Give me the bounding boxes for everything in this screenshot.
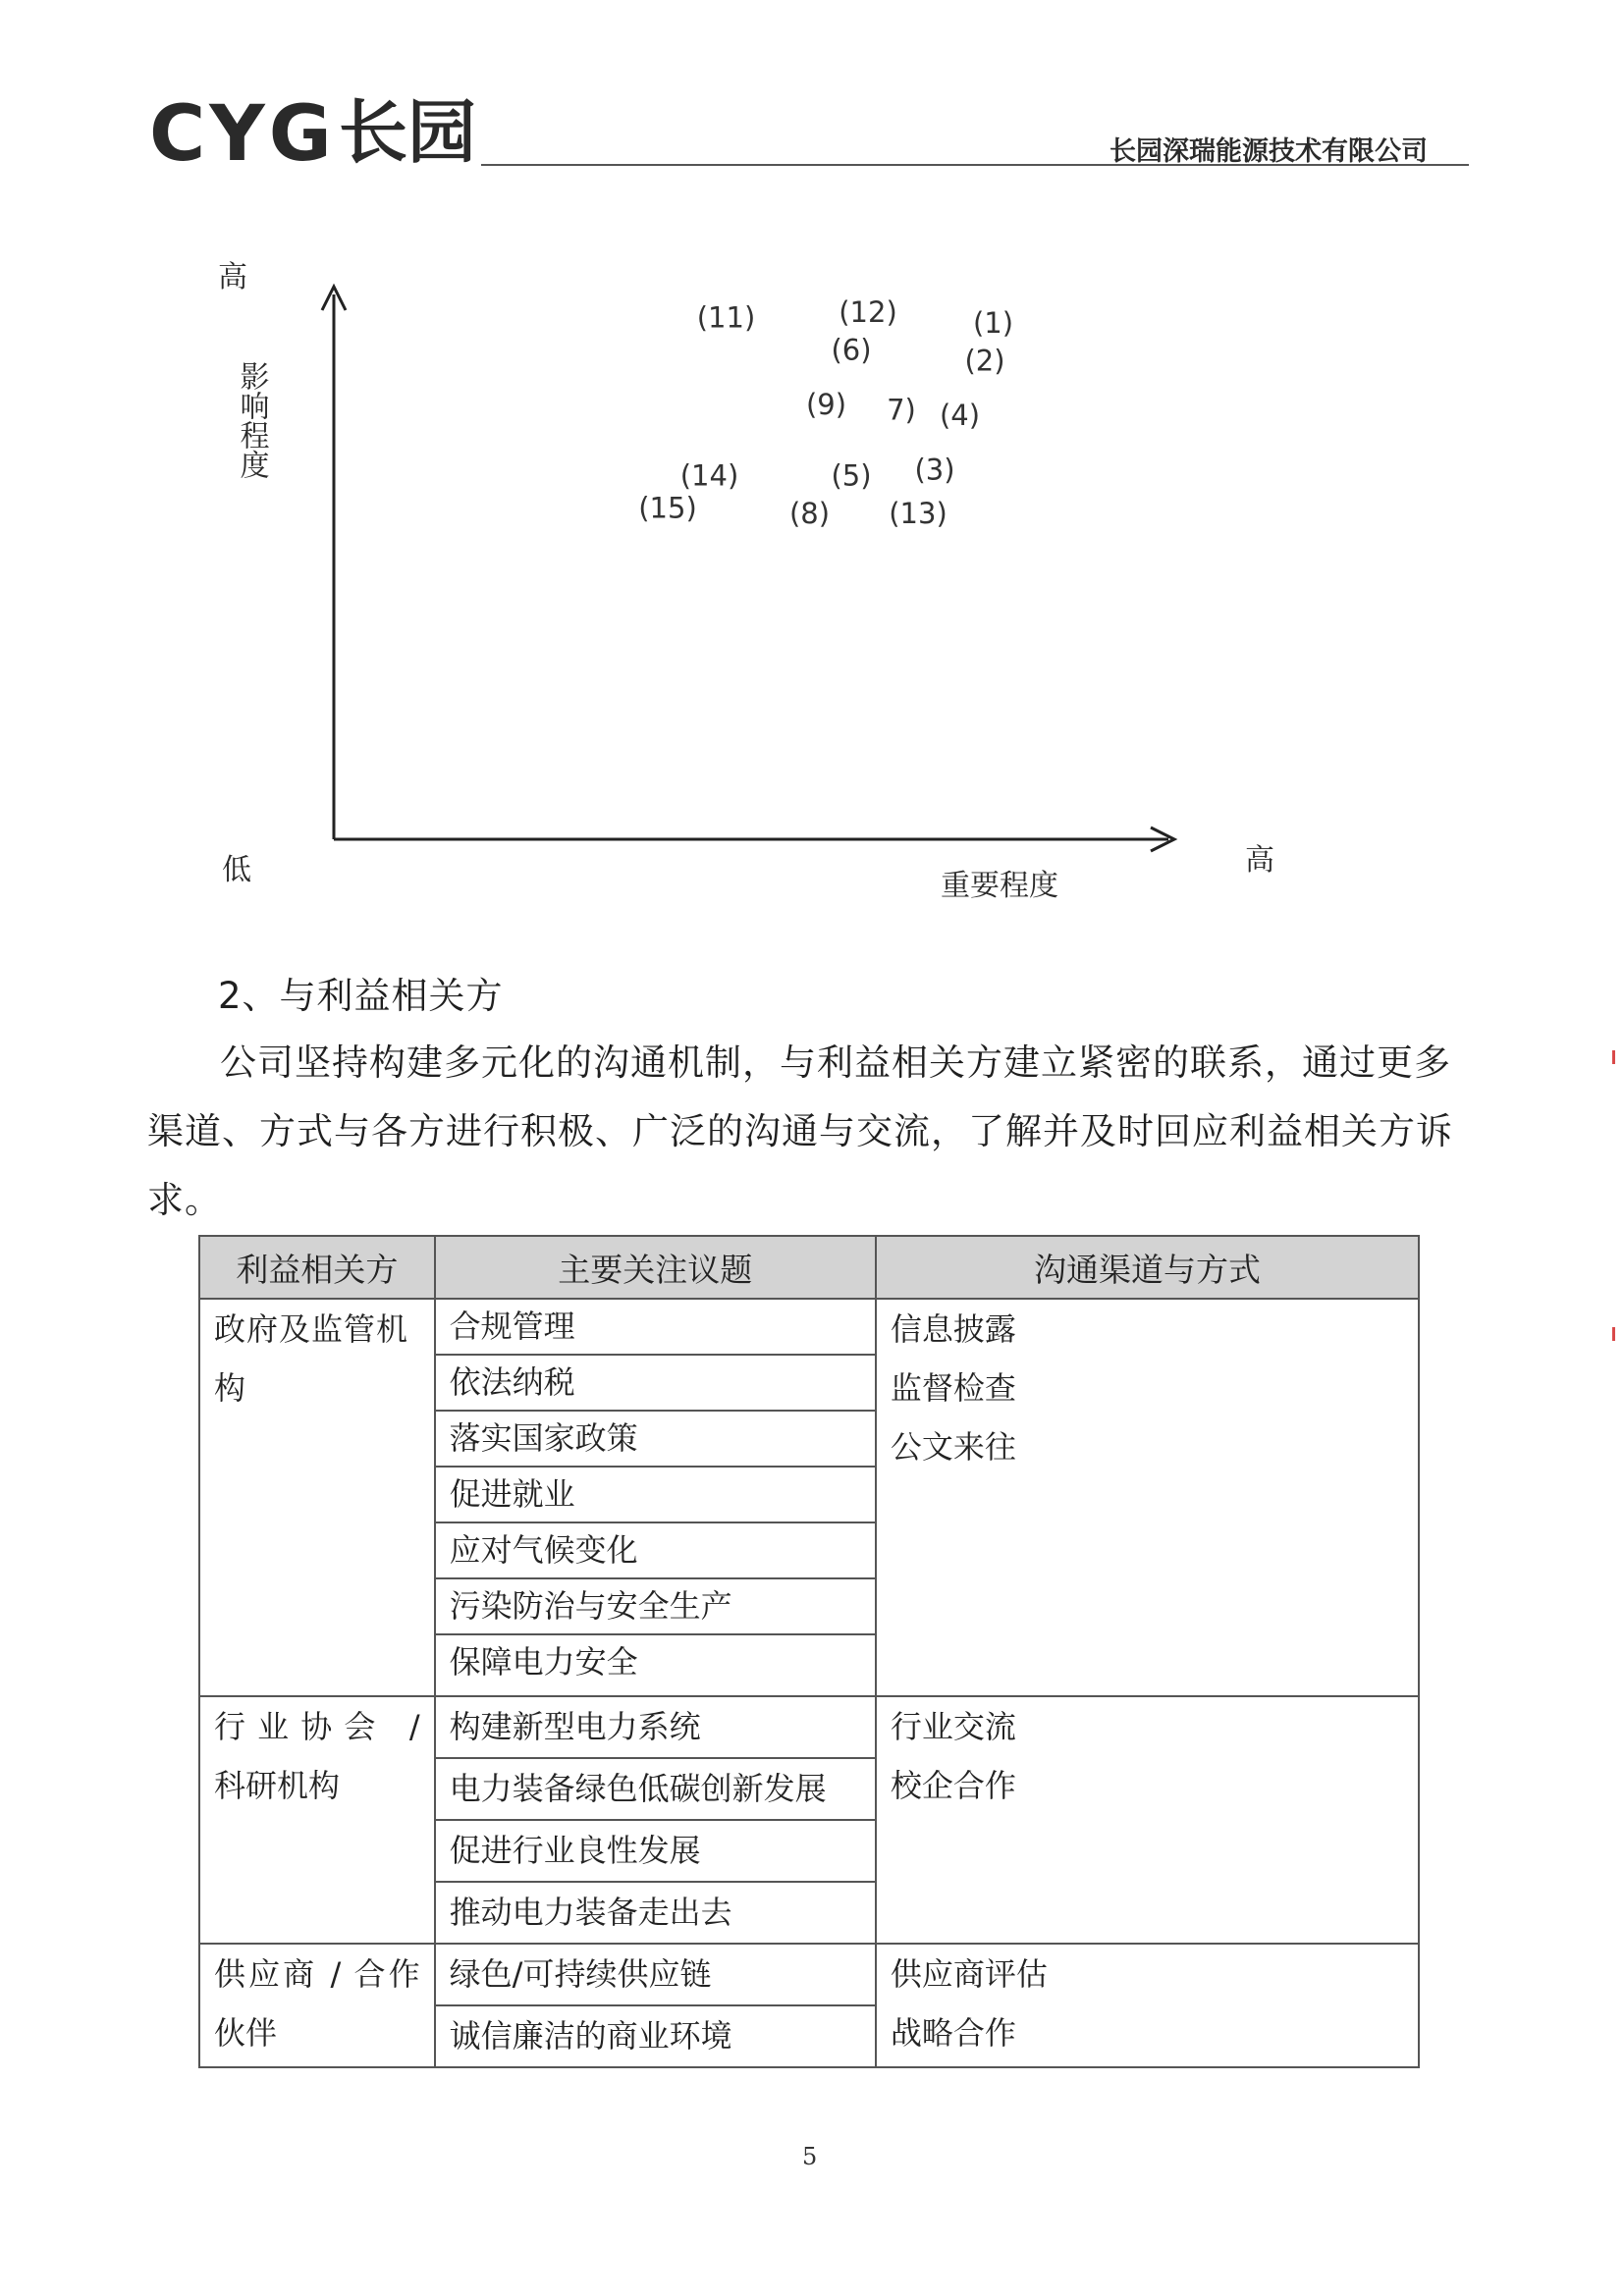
issue-cell: 促进行业良性发展: [435, 1820, 876, 1882]
stakeholder-table: [198, 1235, 1420, 2068]
issue-cell: 合规管理: [435, 1299, 876, 1355]
data-point-label: 7): [887, 393, 916, 427]
issue-cell: 推动电力装备走出去: [435, 1882, 876, 1944]
issue-cell: 绿色/可持续供应链: [435, 1944, 876, 2005]
materiality-chart: [0, 0, 1624, 942]
channel-item: 公文来往: [890, 1428, 1016, 1466]
header-issues: 主要关注议题: [435, 1236, 876, 1299]
issue-cell: 应对气候变化: [435, 1522, 876, 1578]
page-number: 5: [802, 2143, 818, 2170]
x-axis-label: 重要程度: [941, 869, 1058, 903]
section-title: 2、与利益相关方: [218, 975, 504, 1017]
data-point-label: (15): [638, 491, 697, 525]
issue-cell: 依法纳税: [435, 1355, 876, 1411]
data-point-label: (1): [972, 305, 1014, 340]
data-point-label: (12): [839, 294, 897, 329]
stakeholder-cell: [199, 1944, 435, 2067]
channel-item: 信息披露: [890, 1310, 1016, 1348]
data-point-label: (14): [679, 458, 739, 493]
stakeholder-name-line2: 科研机构: [214, 1767, 341, 1804]
table-row: [199, 1944, 1419, 2005]
data-point-label: (4): [939, 399, 981, 433]
data-point-label: (2): [964, 344, 1005, 378]
stakeholder-name-line1: 行业协会 /: [214, 1708, 420, 1745]
data-point-label: (9): [805, 388, 847, 422]
stakeholder-name-line1: 供应商 / 合作: [214, 1955, 420, 1993]
stakeholder-name: 政府及监管机构: [214, 1310, 409, 1407]
y-axis-label: 影响程度: [234, 361, 269, 479]
channel-item: 战略合作: [890, 2014, 1016, 2052]
issue-cell: 落实国家政策: [435, 1411, 876, 1467]
margin-mark: [1612, 1327, 1615, 1341]
channel-item: 供应商评估: [890, 1955, 1048, 1993]
section-paragraph: 公司坚持构建多元化的沟通机制，与利益相关方建立紧密的联系，通过更多渠道、方式与各方进行积极、广泛的沟通与交流，了解并及时回应利益相关方诉求。: [147, 1041, 1453, 1221]
margin-mark: [1612, 1050, 1615, 1064]
data-point-label: (5): [831, 458, 872, 493]
issue-cell: 促进就业: [435, 1467, 876, 1522]
company-name: 长园深瑞能源技术有限公司: [1110, 136, 1428, 167]
header-stakeholder: 利益相关方: [199, 1236, 435, 1299]
stakeholder-name-line2: 伙伴: [214, 2014, 278, 2052]
issue-cell: 构建新型电力系统: [435, 1696, 876, 1758]
table-header-row: [199, 1236, 1419, 1299]
data-point-label: (11): [696, 300, 756, 335]
x-high-label: 高: [1245, 843, 1274, 878]
stakeholder-cell: [199, 1696, 435, 1944]
table-row: [199, 1696, 1419, 1758]
issue-cell: 诚信廉洁的商业环境: [435, 2005, 876, 2067]
table-row: [199, 1299, 1419, 1355]
issue-cell: 污染防治与安全生产: [435, 1578, 876, 1634]
low-label: 低: [222, 853, 251, 887]
channel-item: 监督检查: [890, 1369, 1016, 1407]
logo-latin: CYG: [149, 90, 336, 179]
channel-item: 校企合作: [890, 1767, 1016, 1804]
data-point-label: (3): [914, 453, 955, 487]
channel-cell: [876, 1944, 1419, 2067]
y-high-label: 高: [218, 260, 247, 294]
channel-cell: [876, 1299, 1419, 1696]
data-point-label: (6): [831, 333, 872, 367]
data-point-label: (8): [788, 497, 831, 531]
channel-cell: [876, 1696, 1419, 1944]
issue-cell: 保障电力安全: [435, 1634, 876, 1696]
logo-cn: 长园: [339, 92, 476, 173]
data-point-label: (13): [889, 497, 947, 531]
header-channels: 沟通渠道与方式: [876, 1236, 1419, 1299]
data-points: [638, 295, 1013, 530]
issue-cell: 电力装备绿色低碳创新发展: [435, 1758, 876, 1820]
stakeholder-cell: [199, 1299, 435, 1696]
channel-item: 行业交流: [890, 1708, 1016, 1745]
